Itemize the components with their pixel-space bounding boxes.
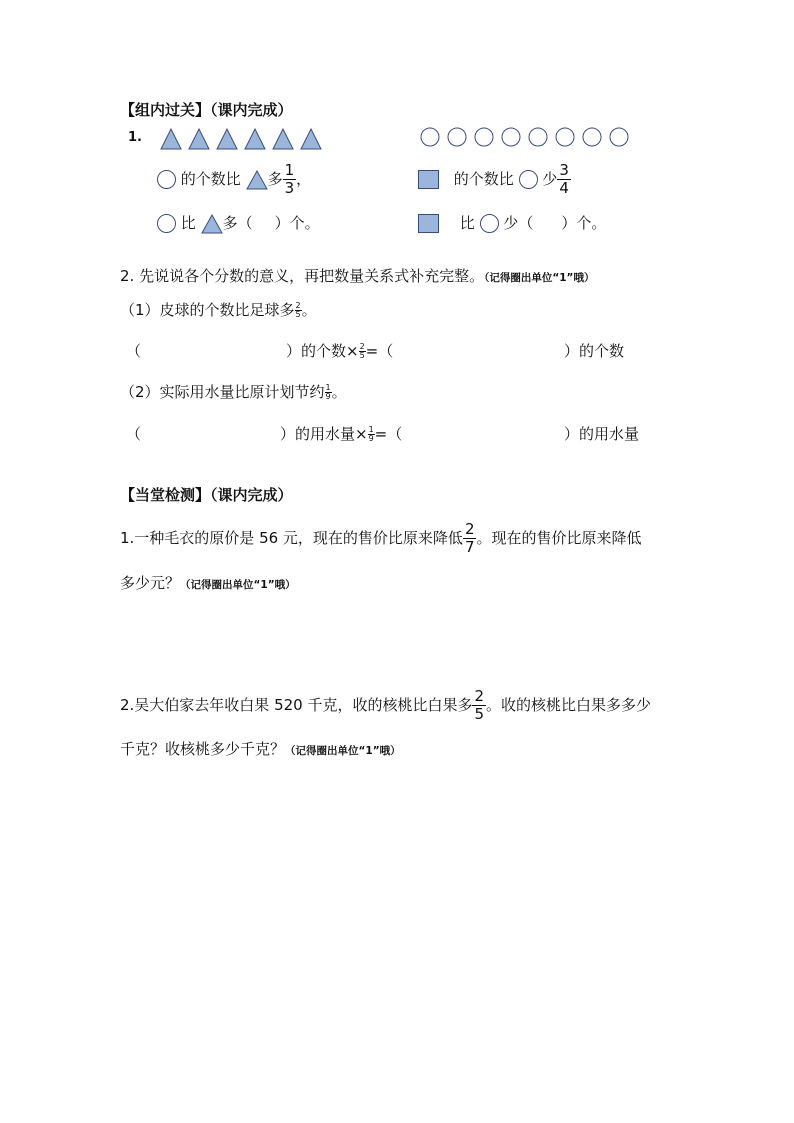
q1-line1-right — [418, 162, 571, 196]
circle-row-icons — [420, 126, 640, 148]
circle-icon — [610, 128, 628, 146]
triangle-icon — [189, 129, 209, 149]
fraction: $\frac{2}{7}$ — [464, 520, 475, 556]
circle-icon — [421, 128, 439, 146]
circle-icon — [157, 214, 176, 233]
answer-blank[interactable] — [150, 340, 280, 362]
q2-sub1: （1）皮球的个数比足球多 $\frac{2}{5}$ 。 — [120, 301, 317, 319]
p1-line2: 多少元？（记得圈出单位“1”哦） — [120, 574, 296, 592]
triangle-icon — [246, 170, 268, 190]
q2-eq1-open: （ — [126, 342, 142, 360]
q1-more: 多 — [267, 170, 283, 188]
p2-note: （记得圈出单位“1”哦） — [285, 745, 401, 757]
section-subtitle: （课内完成） — [210, 101, 293, 119]
section-title: 【当堂检测】 — [120, 486, 211, 504]
triangle-row — [160, 127, 330, 155]
q1-line1-left: 的个数比 多 $\frac{1}{3}$ ， — [157, 162, 311, 196]
triangle-icon — [217, 129, 237, 149]
section-title: 【组内过关】 — [120, 101, 211, 119]
p1-line1: 1.一种毛衣的原价是 56 元，现在的售价比原来降低 $\frac{2}{7}$ 。现在的售价比原来降低 — [120, 520, 642, 556]
circle-icon — [475, 128, 493, 146]
p2-line2: 千克？收核桃多少千克？（记得圈出单位“1”哦） — [120, 740, 401, 758]
triangle-icon — [161, 129, 181, 149]
q1-less: 少 — [542, 170, 558, 188]
fraction: $\frac{3}{4}$ — [559, 161, 569, 197]
circle-row — [420, 126, 640, 152]
triangle-icon — [245, 129, 265, 149]
circle-icon — [529, 128, 547, 146]
section-header-in-class-test — [120, 484, 293, 505]
circle-icon — [502, 128, 520, 146]
fraction: $\frac{1}{9}$ — [325, 383, 331, 401]
circle-icon — [556, 128, 574, 146]
q2-eq2-end: ）的用水量 — [564, 425, 640, 443]
answer-blank[interactable] — [410, 340, 560, 362]
circle-icon — [583, 128, 601, 146]
section-header-group-check — [120, 99, 293, 120]
section-subtitle: （课内完成） — [210, 486, 293, 504]
q2-eq1-mid: ）的个数× $\frac{2}{5}$ =（ — [286, 342, 394, 360]
answer-blank[interactable] — [150, 423, 274, 445]
q2-eq2-mid: ）的用水量× $\frac{1}{9}$ =（ — [280, 425, 403, 443]
circle-icon — [448, 128, 466, 146]
circle-icon — [480, 214, 499, 233]
q2-heading: 2. 先说说各个分数的意义，再把数量关系式补充完整。 — [120, 267, 485, 285]
q2-eq2-open: （ — [126, 425, 142, 443]
answer-blank[interactable] — [410, 423, 560, 445]
fraction: $\frac{2}{5}$ — [295, 301, 301, 319]
q1-number: 1. — [128, 130, 142, 145]
q2-heading-line — [120, 265, 594, 286]
q2-note: （记得圈出单位“1”哦） — [484, 272, 595, 284]
fraction: $\frac{2}{5}$ — [474, 687, 485, 723]
circle-icon — [157, 170, 176, 189]
q1-text: 的个数比 — [453, 170, 514, 188]
triangle-icon — [201, 214, 223, 234]
fraction: $\frac{1}{9}$ — [368, 425, 374, 443]
q1-line2-left: 比 多（ ）个。 — [157, 210, 320, 236]
p2-line1: 2.吴大伯家去年收白果 520 千克，收的核桃比白果多 $\frac{2}{5}$ 。收的核桃比白果多多少 — [120, 687, 652, 723]
q2-sub2: （2）实际用水量比原计划节约 $\frac{1}{9}$ 。 — [120, 383, 347, 401]
q1-line2-right: 比 少（ ）个。 — [418, 210, 606, 236]
p1-note: （记得圈出单位“1”哦） — [180, 579, 296, 591]
q1-text: 的个数比 — [180, 170, 241, 188]
square-icon — [418, 214, 439, 233]
triangle-row-icons — [160, 127, 330, 151]
fraction: $\frac{2}{5}$ — [359, 342, 365, 360]
triangle-icon — [273, 129, 293, 149]
circle-icon — [519, 170, 538, 189]
q2-eq1-end: ）的个数 — [564, 342, 625, 360]
fraction: $\frac{1}{3}$ — [284, 161, 295, 197]
triangle-icon — [301, 129, 321, 149]
square-icon — [418, 170, 439, 189]
